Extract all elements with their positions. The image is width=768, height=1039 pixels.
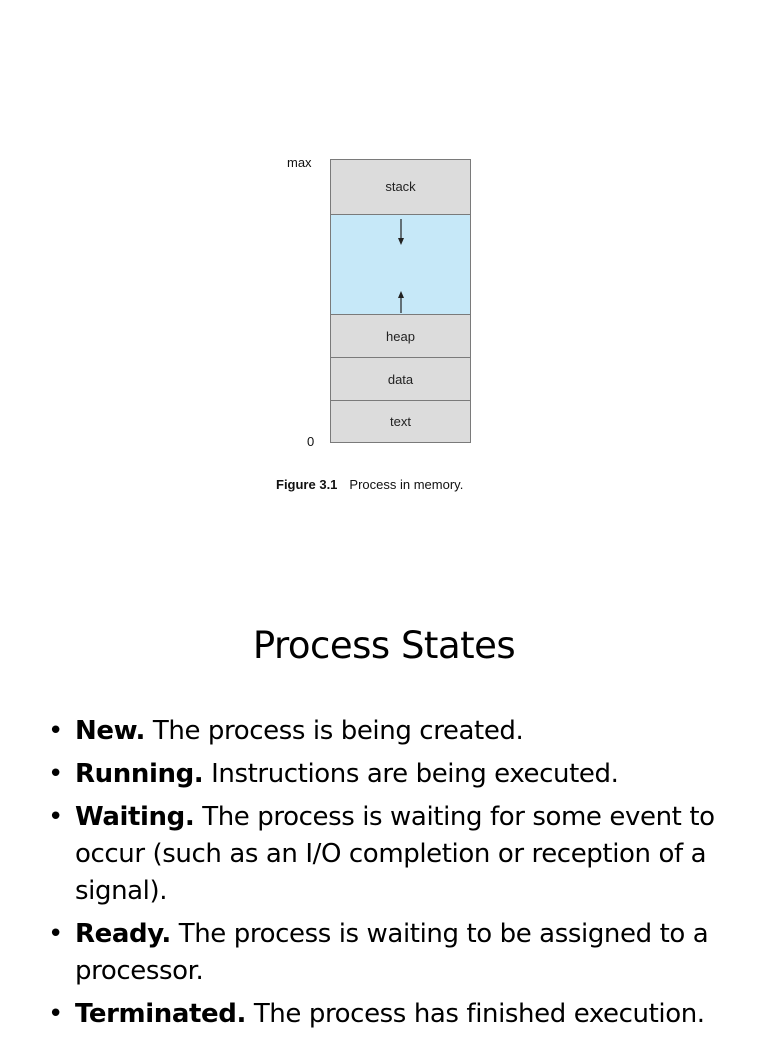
state-description: The process is being created. (145, 716, 524, 746)
figure-caption-text: Process in memory. (349, 477, 464, 492)
bullet-icon: • (48, 802, 63, 832)
state-description: The process is waiting to be assigned to a processor. (75, 919, 709, 986)
list-item (48, 916, 728, 990)
slide-title: Process States (252, 624, 516, 667)
text-segment (331, 401, 470, 442)
zero-address-label: 0 (307, 434, 315, 449)
memory-layout-diagram (330, 159, 471, 443)
state-description: The process has finished execution. (245, 999, 705, 1029)
heap-grows-up-arrow-icon (395, 291, 407, 313)
state-description: The process is waiting for some event to occur (such as an I/O completion or reception of a signal). (75, 802, 715, 906)
bullet-icon: • (48, 759, 63, 789)
state-term: Waiting. (75, 802, 195, 832)
data-segment (331, 358, 470, 401)
figure-caption (276, 477, 463, 492)
text-segment-label: text (390, 414, 411, 429)
list-item (48, 996, 728, 1033)
state-term: Terminated. (75, 999, 246, 1029)
heap-segment-label: heap (386, 328, 415, 344)
max-address-label: max (287, 155, 312, 170)
bullet-icon: • (48, 716, 63, 746)
state-term: Running. (75, 759, 204, 789)
bullet-icon: • (48, 999, 63, 1029)
state-term: Ready. (75, 919, 171, 949)
stack-segment-label: stack (385, 179, 416, 194)
state-description: Instructions are being executed. (203, 759, 619, 789)
list-item (48, 799, 728, 910)
stack-grows-down-arrow-icon (395, 219, 407, 245)
stack-segment (331, 160, 470, 215)
state-term: New. (75, 716, 146, 746)
heap-segment (331, 315, 470, 358)
data-segment-label: data (387, 371, 414, 387)
list-item (48, 713, 728, 750)
bullet-icon: • (48, 919, 63, 949)
list-item (48, 756, 728, 793)
free-space-segment (331, 215, 470, 315)
figure-number: Figure 3.1 (276, 477, 338, 492)
process-states-list (48, 713, 728, 1039)
